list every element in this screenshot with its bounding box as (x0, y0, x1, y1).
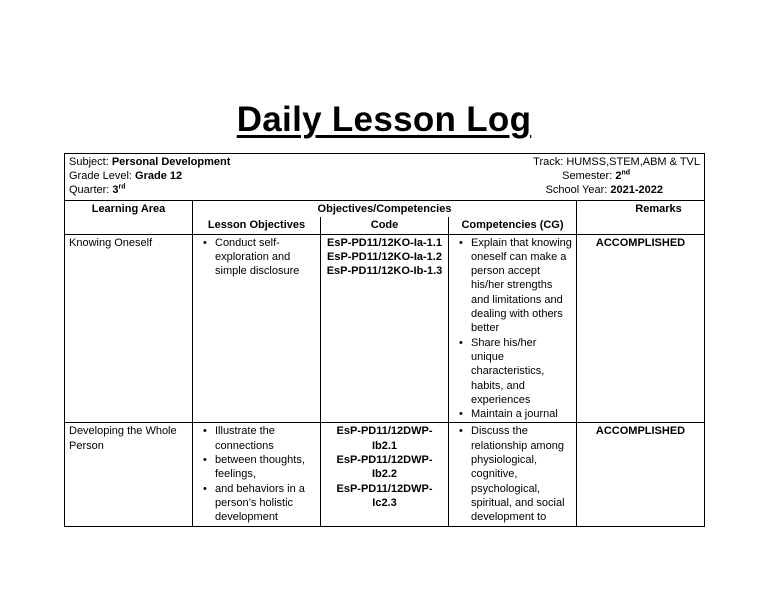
competencies-header: Competencies (CG) (449, 217, 577, 234)
lesson-objectives-cell (193, 423, 321, 526)
grade-level-field: Grade Level: Grade 12 (69, 170, 183, 182)
header-info (65, 154, 705, 201)
list-item: • Share his/her unique characteristics, habits, and experiences (471, 336, 572, 407)
code-cell (321, 423, 449, 526)
remarks-cell: ACCOMPLISHED (577, 423, 705, 526)
lesson-objectives-cell (193, 234, 321, 423)
objectives-group-header: Objectives/Competencies (193, 201, 577, 218)
table-row (65, 234, 705, 423)
list-item: • and behaviors in a person’s holistic development (215, 482, 316, 525)
competency-code: EsP-PD11/12KO-Ib-1.3 (326, 265, 443, 278)
list-item: • Conduct self-exploration and simple disclosure (215, 236, 316, 279)
code-header: Code (321, 217, 449, 234)
lesson-objectives-header: Lesson Objectives (193, 217, 321, 234)
list-item: • Discuss the relationship among physiological, cognitive, psychological, spiritual, and social development to (471, 424, 572, 524)
competency-code: EsP-PD11/12KO-Ia-1.1 (327, 236, 442, 249)
learning-area-cell: Developing the Whole Person (65, 423, 193, 526)
header-info-row (65, 154, 705, 201)
remarks-cell: ACCOMPLISHED (577, 234, 705, 423)
lesson-log-table (64, 153, 705, 527)
track-field: Track: HUMSS,STEM,ABM & TVL (533, 156, 701, 168)
list-item: • between thoughts, feelings, (215, 453, 316, 482)
competency-code: EsP-PD11/12DWP-Ib2.2 (336, 454, 433, 481)
learning-area-header: Learning Area (65, 201, 193, 235)
competency-code: EsP-PD11/12DWP-Ib2.1 (336, 425, 433, 452)
code-cell (321, 234, 449, 423)
column-group-header-row (65, 201, 705, 218)
competency-code: EsP-PD11/12DWP-Ic2.3 (336, 482, 433, 509)
semester-field: Semester: 2nd (562, 169, 631, 182)
learning-area-cell: Knowing Oneself (65, 234, 193, 423)
remarks-header: Remarks (577, 201, 705, 235)
list-item: • Maintain a journal (471, 407, 572, 421)
competencies-cell (449, 234, 577, 423)
competencies-cell (449, 423, 577, 526)
list-item: • Explain that knowing oneself can make a person accept his/her strengths and limitations and dealing with others better (471, 236, 572, 336)
quarter-field: Quarter: 3rd (69, 183, 126, 196)
school-year-field: School Year: 2021-2022 (545, 184, 664, 196)
subject-field: Subject: Personal Development (69, 156, 231, 168)
table-row (65, 423, 705, 526)
list-item: • Illustrate the connections (215, 424, 316, 453)
page-title: Daily Lesson Log (236, 100, 532, 139)
competency-code: EsP-PD11/12KO-Ia-1.2 (327, 250, 442, 263)
